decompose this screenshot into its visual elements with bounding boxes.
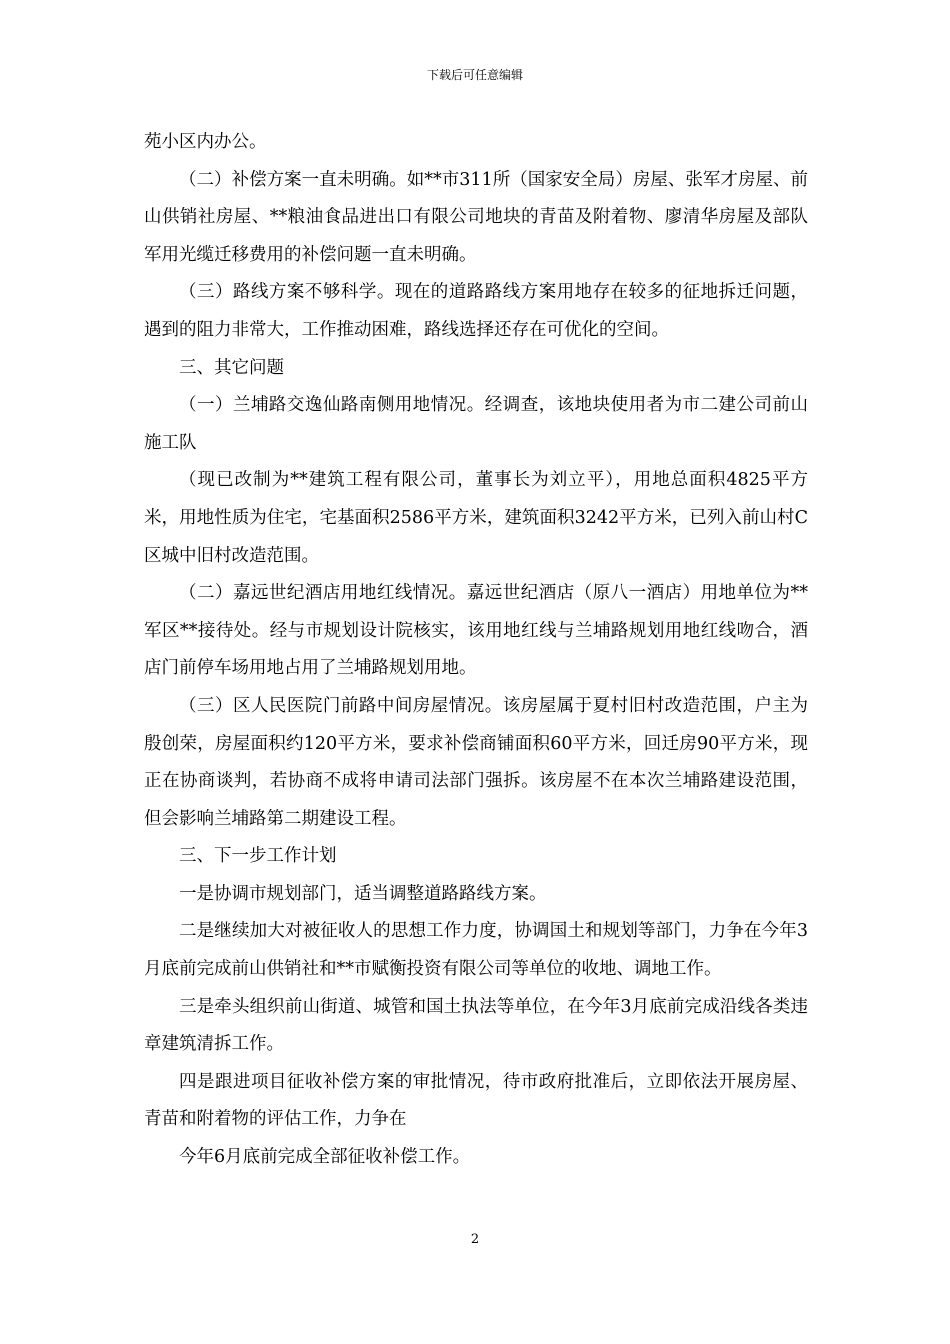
paragraph-10: 二是继续加大对被征收人的思想工作力度，协调国土和规划等部门，力争在今年3月底前完成前山供销社和**市赋衡投资有限公司等单位的收地、调地工作。	[144, 921, 808, 980]
document-body	[144, 124, 808, 1177]
paragraph-12: 四是跟进项目征收补偿方案的审批情况，待市政府批准后，立即依法开展房屋、青苗和附着物的评估工作，力争在	[144, 1071, 808, 1130]
paragraph-6: （二）嘉远世纪酒店用地红线情况。嘉远世纪酒店（原八一酒店）用地单位为**军区**接待处。经与市规划设计院核实，该用地红线与兰埔路规划用地红线吻合，酒店门前停车场用地占用了兰埔路规划用地。	[144, 583, 808, 679]
paragraph-9: 一是协调市规划部门，适当调整道路路线方案。	[179, 883, 547, 904]
page-header: 下载后可任意编辑	[426, 68, 523, 82]
section-heading-other-issues: 三、其它问题	[179, 357, 284, 378]
paragraph-7: （三）区人民医院门前路中间房屋情况。该房屋属于夏村旧村改造范围，户主为殷创荣，房屋面积约120平方米，要求补偿商铺面积60平方米，回迁房90平方米，现正在协商谈判，若协商不成将申请司法部门强拆。该房屋不在本次兰埔路建设范围，但会影响兰埔路第二期建设工程。	[144, 695, 808, 829]
paragraph-4: （一）兰埔路交逸仙路南侧用地情况。经调查，该地块使用者为市二建公司前山施工队	[144, 395, 808, 453]
paragraph-2: （三）路线方案不够科学。现在的道路路线方案用地存在较多的征地拆迁问题，遇到的阻力非常大，工作推动困难，路线选择还存在可优化的空间。	[144, 282, 808, 340]
paragraph-0: 苑小区内办公。	[144, 132, 267, 152]
section-heading-next-steps: 三、下一步工作计划	[179, 846, 337, 867]
paragraph-1: （二）补偿方案一直未明确。如**市311所（国家安全局）房屋、张军才房屋、前山供销社房屋、**粮油食品进出口有限公司地块的青苗及附着物、廖清华房屋及部队军用光缆迁移费用的补偿问题一直未明确。	[144, 169, 808, 265]
paragraph-11: 三是牵头组织前山街道、城管和国土执法等单位，在今年3月底前完成沿线各类违章建筑清拆工作。	[144, 996, 808, 1055]
paragraph-5: （现已改制为**建筑工程有限公司，董事长为刘立平），用地总面积4825平方米，用地性质为住宅，宅基面积2586平方米，建筑面积3242平方米，已列入前山村C区城中旧村改造范围。	[144, 470, 808, 566]
page-number: 2	[470, 1232, 480, 1247]
paragraph-13: 今年6月底前完成全部征收补偿工作。	[179, 1147, 471, 1168]
